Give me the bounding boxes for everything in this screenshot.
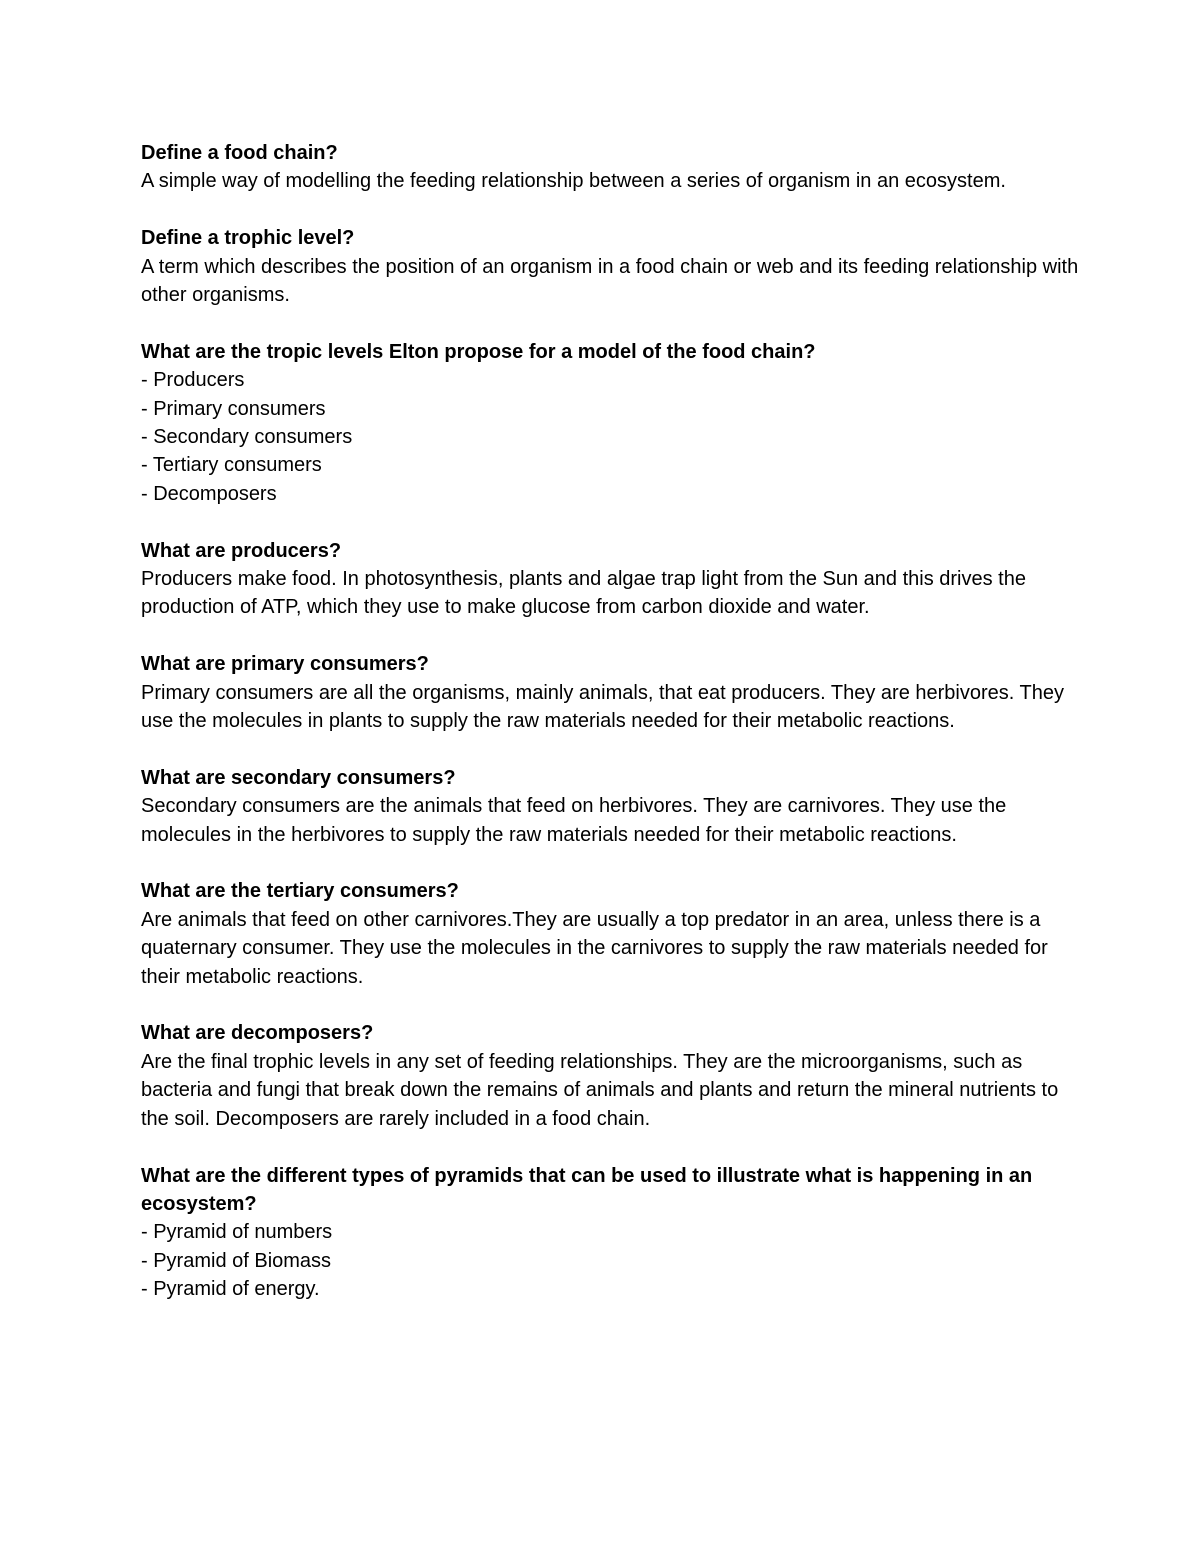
question-heading: Define a food chain? [141, 142, 338, 164]
pyramid-types-list [141, 1218, 1081, 1303]
answer-text: Are the final trophic levels in any set of feeding relationships. They are the microorganisms, such as bacteria and fungi that break down the remains of animals and plants and return the mineral nutrients to the soil. Decomposers are rarely included in a food chain. [141, 1050, 1059, 1130]
qa-secondary-consumers [141, 764, 1081, 849]
question-heading: What are decomposers? [141, 1022, 374, 1045]
question-heading: What are the tropic levels Elton propose for a model of the food chain? [141, 340, 816, 363]
qa-elton-levels [141, 338, 1081, 508]
document-page [141, 139, 1081, 1332]
list-item: - Decomposers [141, 482, 277, 505]
question-heading: What are primary consumers? [141, 653, 429, 676]
trophic-levels-list [141, 366, 1081, 508]
answer-text: Are animals that feed on other carnivores.They are usually a top predator in an area, unless there is a quaternary consumer. They use the molecules in the carnivores to supply the raw materials needed for their metabolic reactions. [141, 908, 1048, 988]
list-item: - Producers [141, 369, 245, 392]
question-heading: What are secondary consumers? [141, 766, 456, 789]
list-item: - Secondary consumers [141, 426, 353, 449]
qa-producers [141, 537, 1081, 622]
answer-text: Primary consumers are all the organisms, mainly animals, that eat producers. They are herbivores. They use the molecules in plants to supply the raw materials needed for their metabolic reactions. [141, 681, 1064, 733]
list-item: - Pyramid of energy. [141, 1278, 320, 1301]
qa-pyramids [141, 1162, 1081, 1304]
answer-text: A term which describes the position of an organism in a food chain or web and its feeding relationship with other organisms. [141, 255, 1079, 307]
question-heading: What are the tertiary consumers? [141, 880, 459, 903]
qa-decomposers [141, 1019, 1081, 1133]
question-heading: Define a trophic level? [141, 227, 355, 250]
list-item: - Primary consumers [141, 397, 326, 420]
question-heading: What are the different types of pyramids that can be used to illustrate what is happening in an ecosystem? [141, 1164, 1033, 1215]
question-heading: What are producers? [141, 539, 342, 562]
qa-primary-consumers [141, 650, 1081, 735]
answer-text: A simple way of modelling the feeding relationship between a series of organism in an ecosystem. [141, 170, 1006, 193]
list-item: - Tertiary consumers [141, 454, 322, 477]
list-item: - Pyramid of Biomass [141, 1249, 332, 1272]
qa-food-chain [141, 139, 1081, 196]
qa-tertiary-consumers [141, 877, 1081, 991]
answer-text: Producers make food. In photosynthesis, plants and algae trap light from the Sun and this drives the production of ATP, which they use to make glucose from carbon dioxide and water. [141, 568, 1026, 619]
qa-trophic-level [141, 224, 1081, 309]
answer-text: Secondary consumers are the animals that feed on herbivores. They are carnivores. They use the molecules in the herbivores to supply the raw materials needed for their metabolic reactions. [141, 795, 1007, 846]
list-item: - Pyramid of numbers [141, 1221, 333, 1244]
